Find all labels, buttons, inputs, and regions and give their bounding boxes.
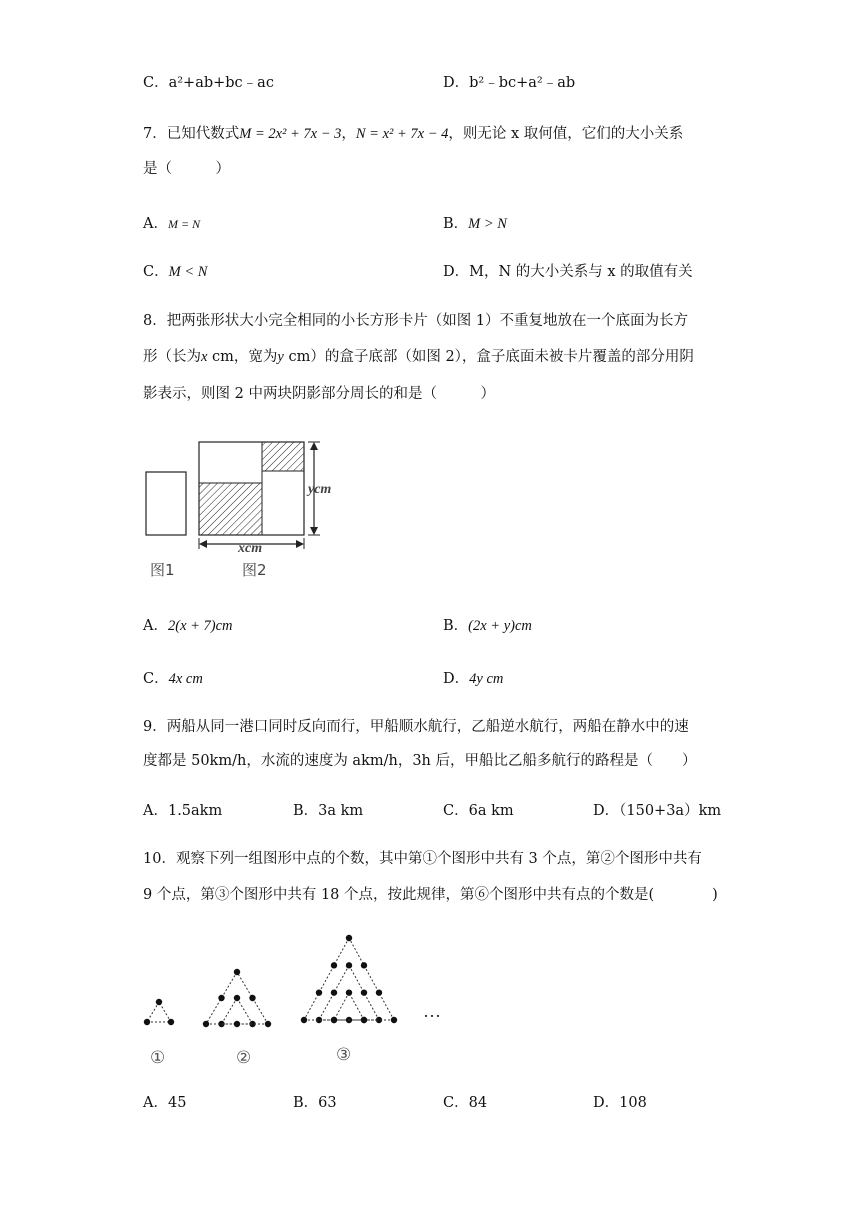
dot (391, 1017, 397, 1023)
dot (144, 1019, 150, 1025)
q9-option-b: B．3a km (293, 803, 364, 819)
q8-option-b: B．(2x + y)cm (443, 618, 532, 634)
fig2-shade-top-right (262, 442, 304, 471)
q7-stem-line1: 7．已知代数式M = 2x² + 7x − 3，N = x² + 7x − 4，则无论 x 取何值，它们的大小关系 (143, 126, 684, 142)
q10-option-c: C．84 (443, 1095, 488, 1111)
dot (218, 995, 224, 1001)
pattern-3 (301, 935, 397, 1023)
q8-stem-line1: 8．把两张形状大小完全相同的小长方形卡片（如图 1）不重复地放在一个底面为长方 (143, 313, 689, 329)
dot (203, 1021, 209, 1027)
q7-option-d: D．M，N 的大小关系与 x 的取值有关 (443, 264, 693, 280)
q9-option-c: C．6a km (443, 803, 514, 819)
q9-stem-line2: 度都是 50km/h，水流的速度为 akm/h，3h 后，甲船比乙船多航行的路程是（ ） (143, 753, 697, 769)
dot (316, 989, 322, 995)
dot (346, 935, 352, 941)
q7-stem-line2: 是（ ） (143, 161, 230, 177)
fig1-caption: 图1 (150, 561, 175, 579)
dot (234, 1021, 240, 1027)
fig2-y-label: ycm (308, 482, 332, 497)
q9-option-d: D．（150+3a）km (593, 803, 722, 819)
pattern-2 (203, 969, 271, 1027)
dot (361, 989, 367, 995)
pattern-2-label: ② (236, 1048, 252, 1068)
q8-option-d: D．4y cm (443, 671, 504, 687)
fig1-card (146, 472, 186, 535)
dot (301, 1017, 307, 1023)
fig2-shade-bottom-left (199, 483, 262, 535)
q10-stem-line1: 10．观察下列一组图形中点的个数，其中第①个图形中共有 3 个点，第②个图形中共有 (143, 851, 702, 867)
dot (346, 989, 352, 995)
q8-stem-line3: 影表示，则图 2 中两块阴影部分周长的和是（ ） (143, 386, 495, 402)
q10-dot-patterns (138, 930, 458, 1070)
q7-option-b: B．M > N (443, 216, 507, 232)
dot (331, 1017, 337, 1023)
dot (361, 1017, 367, 1023)
q8-option-a: A．2(x + 7)cm (143, 618, 233, 634)
dot (249, 995, 255, 1001)
q10-option-b: B．63 (293, 1095, 337, 1111)
q7-option-c: C．M < N (143, 264, 208, 280)
q10-stem-line2: 9 个点，第③个图形中共有 18 个点，按此规律，第⑥个图形中共有点的个数是( ) (143, 887, 718, 903)
fig2-caption: 图2 (242, 561, 267, 579)
q7-expr-n: N = x² + 7x − 4 (355, 126, 449, 142)
q8-option-c: C．4x cm (143, 671, 203, 687)
dot (331, 962, 337, 968)
pattern-3-label: ③ (336, 1045, 352, 1065)
q10-option-d: D．108 (593, 1095, 647, 1111)
pattern-1-label: ① (150, 1048, 166, 1068)
dot (331, 989, 337, 995)
dot (376, 989, 382, 995)
q9-stem-line1: 9．两船从同一港口同时反向而行，甲船顺水航行，乙船逆水航行，两船在静水中的速 (143, 719, 689, 735)
q7-expr-m: M = 2x² + 7x − 3 (239, 126, 342, 142)
dot (346, 962, 352, 968)
dot (156, 999, 162, 1005)
pattern-1 (144, 999, 174, 1025)
dot (168, 1019, 174, 1025)
dot (265, 1021, 271, 1027)
q10-option-a: A．45 (143, 1095, 187, 1111)
q7-option-a: A．M = N (143, 216, 201, 232)
q8-figure (138, 435, 358, 585)
q8-stem-line2: 形（长为x cm，宽为y cm）的盒子底部（如图 2），盒子底面未被卡片覆盖的部分用阴 (143, 349, 694, 365)
dot (234, 969, 240, 975)
q6-option-d: D．b²﹣bc+a²﹣ab (443, 75, 576, 91)
pattern-ellipsis: … (423, 1001, 441, 1021)
q6-option-c: C．a²+ab+bc﹣ac (143, 75, 274, 91)
q9-option-a: A．1.5akm (143, 803, 223, 819)
fig2-x-label: xcm (238, 541, 263, 556)
dot (361, 962, 367, 968)
dot (234, 995, 240, 1001)
